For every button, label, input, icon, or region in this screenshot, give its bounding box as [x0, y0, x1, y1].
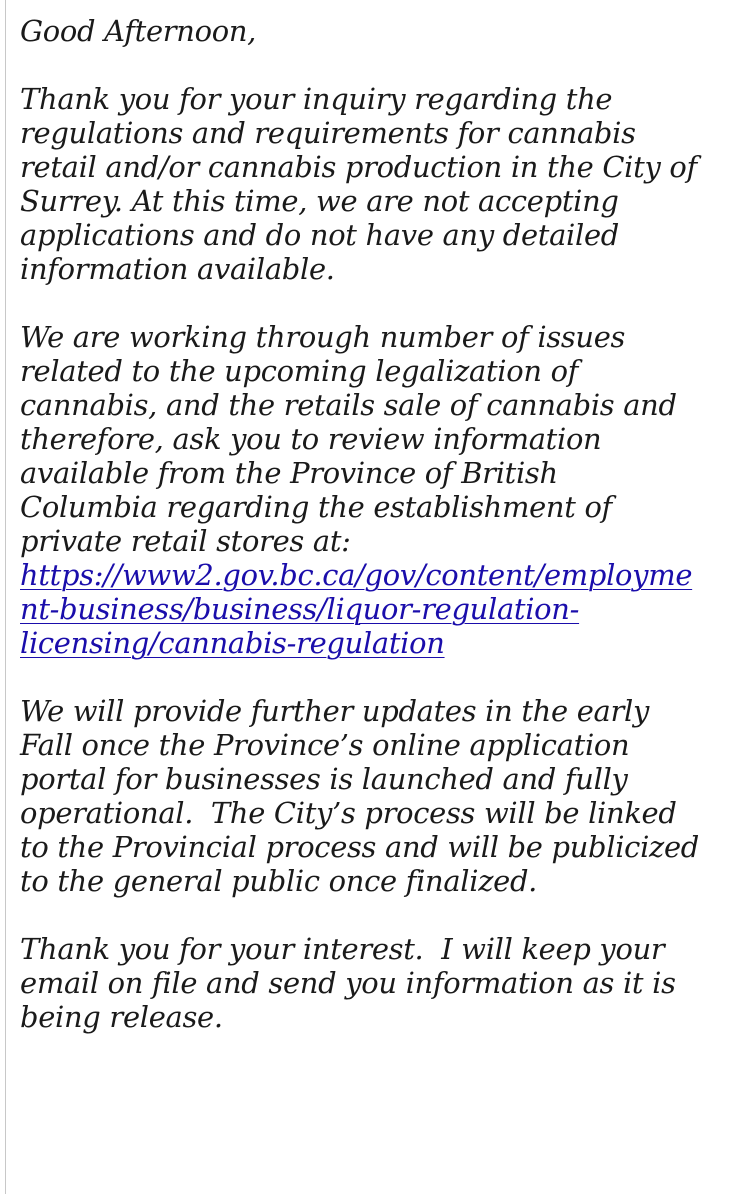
paragraph-line: We are working through number of issues	[20, 320, 626, 354]
paragraph-gap	[20, 286, 748, 320]
paragraph-line: Fall once the Province’s online application	[20, 728, 630, 762]
paragraph-line: email on file and send you information as it is	[20, 966, 676, 1000]
paragraph-gap	[20, 660, 748, 694]
paragraph-line: therefore, ask you to review information	[20, 422, 602, 456]
province-link[interactable]: https://www2.gov.bc.ca/gov/content/employme	[20, 558, 693, 592]
paragraph-line: operational. The City’s process will be linked	[20, 796, 677, 830]
paragraph-line: information available.	[20, 252, 335, 286]
paragraph-line: cannabis, and the retails sale of cannabis and	[20, 388, 677, 422]
paragraph-line: We will provide further updates in the early	[20, 694, 650, 728]
paragraph-line: related to the upcoming legalization of	[20, 354, 579, 388]
paragraph-line: retail and/or cannabis production in the City of	[20, 150, 697, 184]
greeting: Good Afternoon,	[20, 14, 257, 48]
paragraph-line: Thank you for your inquiry regarding the	[20, 82, 613, 116]
paragraph-line: to the Provincial process and will be publicized	[20, 830, 699, 864]
province-link[interactable]: licensing/cannabis-regulation	[20, 626, 445, 660]
paragraph-line: being release.	[20, 1000, 223, 1034]
province-link[interactable]: nt-business/business/liquor-regulation-	[20, 592, 580, 626]
paragraph-legalization	[20, 320, 748, 660]
paragraph-line: Surrey. At this time, we are not accepting	[20, 184, 619, 218]
province-link-line-2[interactable]	[20, 592, 746, 626]
paragraph-line: available from the Province of British	[20, 456, 558, 490]
paragraph-line: regulations and requirements for cannabis	[20, 116, 636, 150]
paragraph-updates	[20, 694, 748, 898]
paragraph-line: to the general public once finalized.	[20, 864, 538, 898]
paragraph-closing	[20, 932, 748, 1034]
paragraph-line: portal for businesses is launched and fully	[20, 762, 628, 796]
paragraph-gap	[20, 48, 748, 82]
quote-left-border	[5, 0, 6, 1194]
province-link-line-3[interactable]	[20, 626, 746, 660]
paragraph-gap	[20, 898, 748, 932]
paragraph-inquiry	[20, 82, 748, 286]
province-link-line-1[interactable]	[20, 558, 746, 592]
paragraph-line: applications and do not have any detailed	[20, 218, 619, 252]
email-body	[20, 14, 748, 1034]
paragraph-line: Thank you for your interest. I will keep your	[20, 932, 665, 966]
paragraph-line: Columbia regarding the establishment of	[20, 490, 612, 524]
paragraph-line: private retail stores at:	[20, 524, 351, 558]
